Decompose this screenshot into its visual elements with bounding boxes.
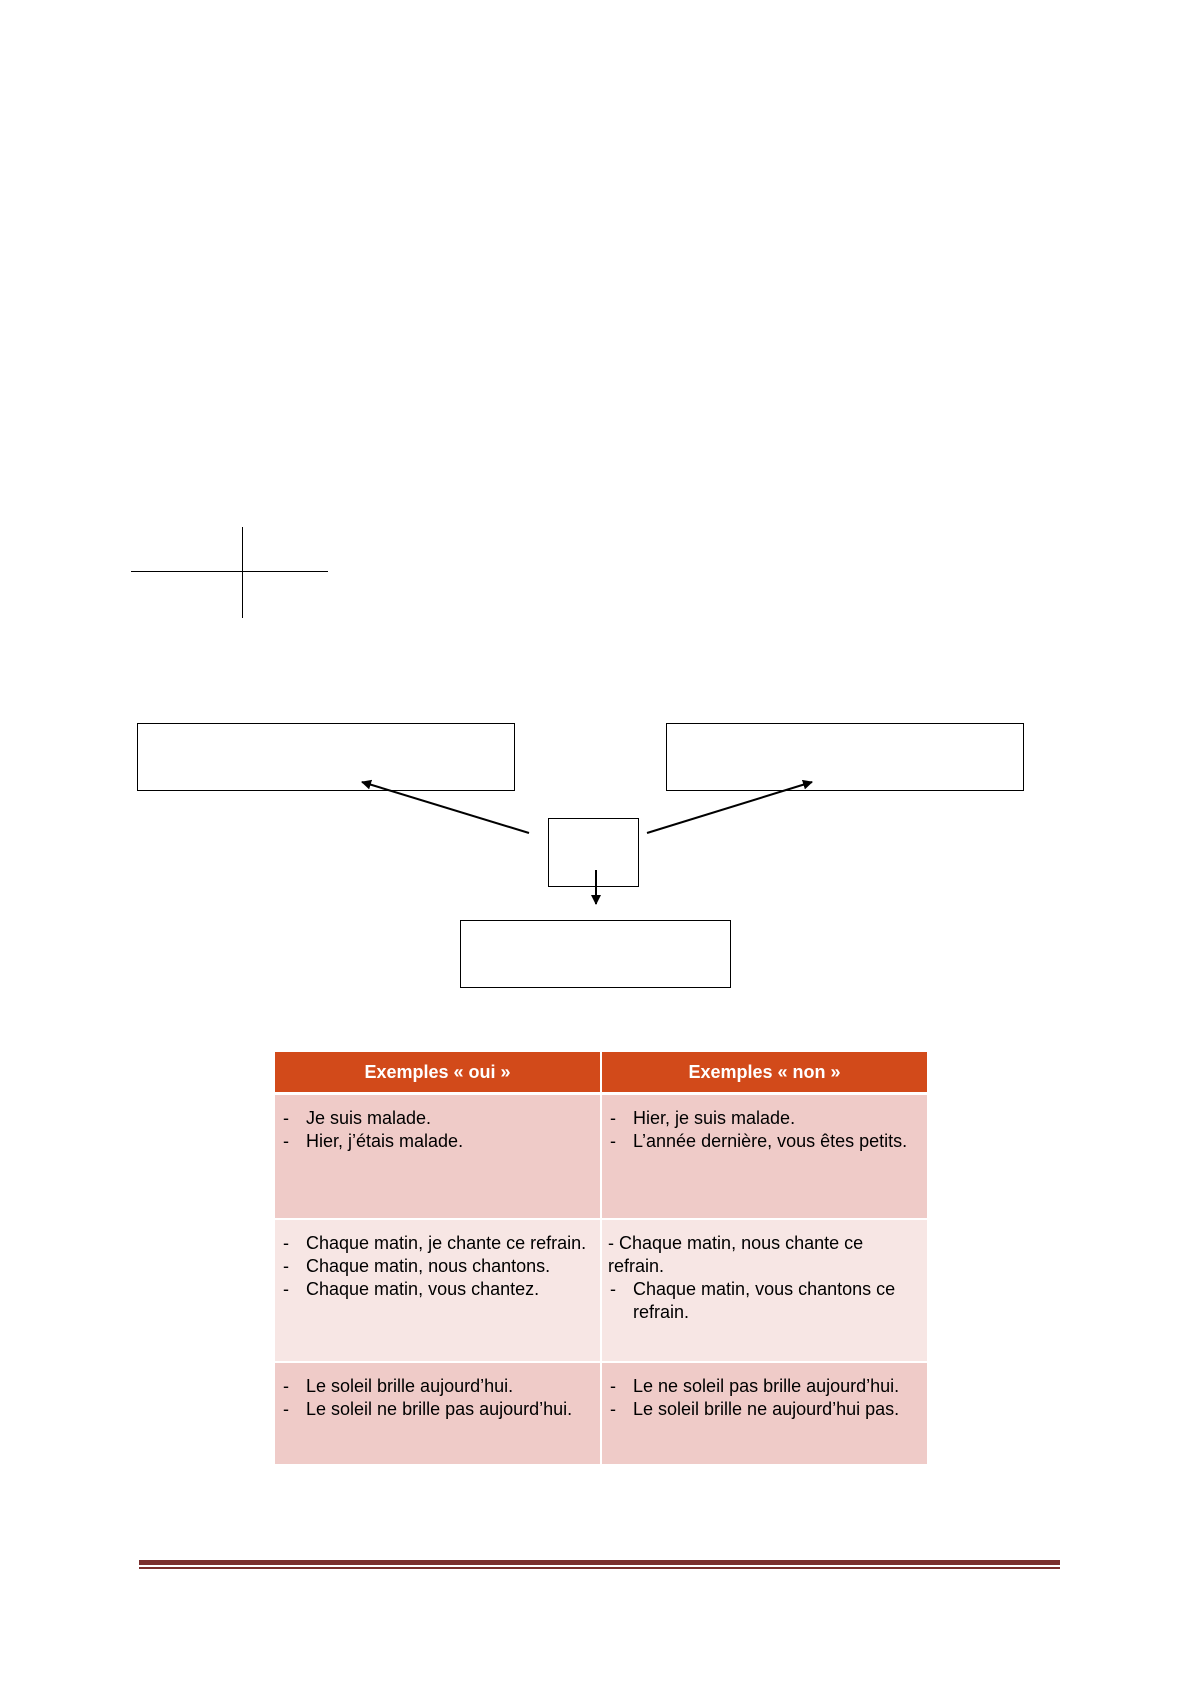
list-item: - Le soleil brille ne aujourd’hui pas.	[608, 1398, 921, 1421]
list-item: - Chaque matin, vous chantez.	[281, 1278, 594, 1301]
cell-non	[601, 1362, 927, 1464]
header-non: Exemples « non »	[601, 1052, 927, 1094]
diagram-box-bottom	[460, 920, 731, 988]
list-item: - L’année dernière, vous êtes petits.	[608, 1130, 921, 1153]
list-item-lead: - Chaque matin, nous chante ce refrain.	[608, 1233, 864, 1276]
cross-horizontal-line	[131, 571, 328, 572]
header-oui: Exemples « oui »	[275, 1052, 601, 1094]
list-item: - Je suis malade.	[281, 1107, 594, 1130]
list-item: - Chaque matin, je chante ce refrain.	[281, 1232, 594, 1255]
table-row	[275, 1219, 927, 1362]
cell-oui	[275, 1219, 601, 1362]
table-header-row	[275, 1052, 927, 1094]
list-item: - Chaque matin, nous chantons.	[281, 1255, 594, 1278]
diagram-box-right	[666, 723, 1024, 791]
list-item: - Le ne soleil pas brille aujourd’hui.	[608, 1375, 921, 1398]
table-row	[275, 1094, 927, 1220]
examples-table	[275, 1052, 927, 1464]
list-item: - Hier, j’étais malade.	[281, 1130, 594, 1153]
cell-oui	[275, 1362, 601, 1464]
table-row	[275, 1362, 927, 1464]
footer-rule-thick	[139, 1560, 1060, 1565]
cell-non	[601, 1219, 927, 1362]
diagram-box-left	[137, 723, 515, 791]
list-item: - Chaque matin, vous chantons ce refrain.	[608, 1278, 921, 1324]
footer-rule-thin	[139, 1567, 1060, 1569]
cross-vertical-line	[242, 527, 243, 618]
list-item: - Le soleil brille aujourd’hui.	[281, 1375, 594, 1398]
cell-oui	[275, 1094, 601, 1220]
cell-non	[601, 1094, 927, 1220]
diagram-box-center	[548, 818, 639, 887]
list-item: - Le soleil ne brille pas aujourd’hui.	[281, 1398, 594, 1421]
list-item: - Hier, je suis malade.	[608, 1107, 921, 1130]
